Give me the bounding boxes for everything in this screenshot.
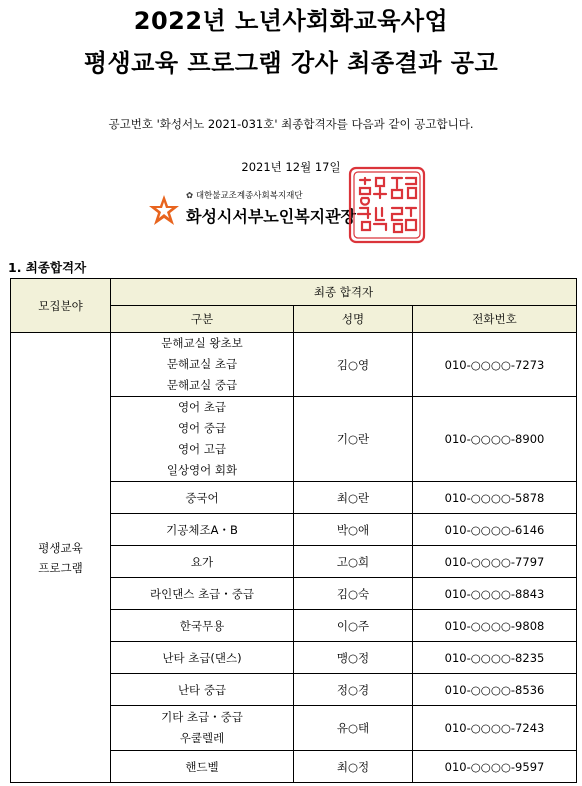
phone-cell: 010-○○○○-8843	[413, 578, 577, 610]
course-cell: 한국무용	[111, 610, 294, 642]
phone-cell: 010-○○○○-5878	[413, 482, 577, 514]
phone-cell: 010-○○○○-9808	[413, 610, 577, 642]
name-cell: 김○영	[294, 333, 413, 397]
course-cell: 난타 중급	[111, 674, 294, 706]
notice-date: 2021년 12월 17일	[241, 160, 341, 174]
phone-cell: 010-○○○○-8900	[413, 397, 577, 482]
name-cell: 고○희	[294, 546, 413, 578]
header-final-passers: 최종 합격자	[111, 279, 577, 306]
name-cell: 정○경	[294, 674, 413, 706]
foundation-mark-icon: ✿	[186, 191, 194, 201]
course-cell: 영어 초급 영어 중급 영어 고급 일상영어 회화	[111, 397, 294, 482]
name-cell: 유○태	[294, 706, 413, 751]
header-phone: 전화번호	[413, 306, 577, 333]
table-row	[11, 333, 577, 397]
course-cell: 기타 초급・중급 우쿨렐레	[111, 706, 294, 751]
course-cell: 문해교실 왕초보 문해교실 초급 문해교실 중급	[111, 333, 294, 397]
star-logo-icon	[148, 194, 180, 228]
course-cell: 중국어	[111, 482, 294, 514]
page-title-line2: 평생교육 프로그램 강사 최종결과 공고	[83, 49, 499, 77]
phone-cell: 010-○○○○-7273	[413, 333, 577, 397]
organization-name: 화성시서부노인복지관장	[186, 207, 357, 226]
course-cell: 요가	[111, 546, 294, 578]
phone-cell: 010-○○○○-7243	[413, 706, 577, 751]
name-cell: 최○란	[294, 482, 413, 514]
official-seal-stamp	[346, 164, 428, 246]
phone-cell: 010-○○○○-8235	[413, 642, 577, 674]
course-cell: 난타 초급(댄스)	[111, 642, 294, 674]
header-category: 구분	[111, 306, 294, 333]
field-cell: 평생교육 프로그램	[11, 333, 111, 783]
name-cell: 최○정	[294, 751, 413, 783]
header-name: 성명	[294, 306, 413, 333]
name-cell: 김○숙	[294, 578, 413, 610]
name-cell: 이○주	[294, 610, 413, 642]
course-cell: 라인댄스 초급・중급	[111, 578, 294, 610]
course-cell: 기공체조A・B	[111, 514, 294, 546]
section-title: 1. 최종합격자	[8, 260, 87, 275]
phone-cell: 010-○○○○-9597	[413, 751, 577, 783]
results-table	[10, 278, 577, 783]
name-cell: 기○란	[294, 397, 413, 482]
header-field: 모집분야	[11, 279, 111, 333]
foundation-name: ✿ 대한불교조계종사회복지재단	[186, 191, 303, 201]
page-title-line1: 2022년 노년사회화교육사업	[133, 7, 449, 35]
phone-cell: 010-○○○○-8536	[413, 674, 577, 706]
organization-logo	[148, 188, 358, 232]
course-cell: 핸드벨	[111, 751, 294, 783]
name-cell: 맹○정	[294, 642, 413, 674]
phone-cell: 010-○○○○-7797	[413, 546, 577, 578]
notice-text: 공고번호 '화성서노 2021-031호' 최종합격자를 다음과 같이 공고합니다.	[108, 117, 474, 131]
name-cell: 박○애	[294, 514, 413, 546]
phone-cell: 010-○○○○-6146	[413, 514, 577, 546]
